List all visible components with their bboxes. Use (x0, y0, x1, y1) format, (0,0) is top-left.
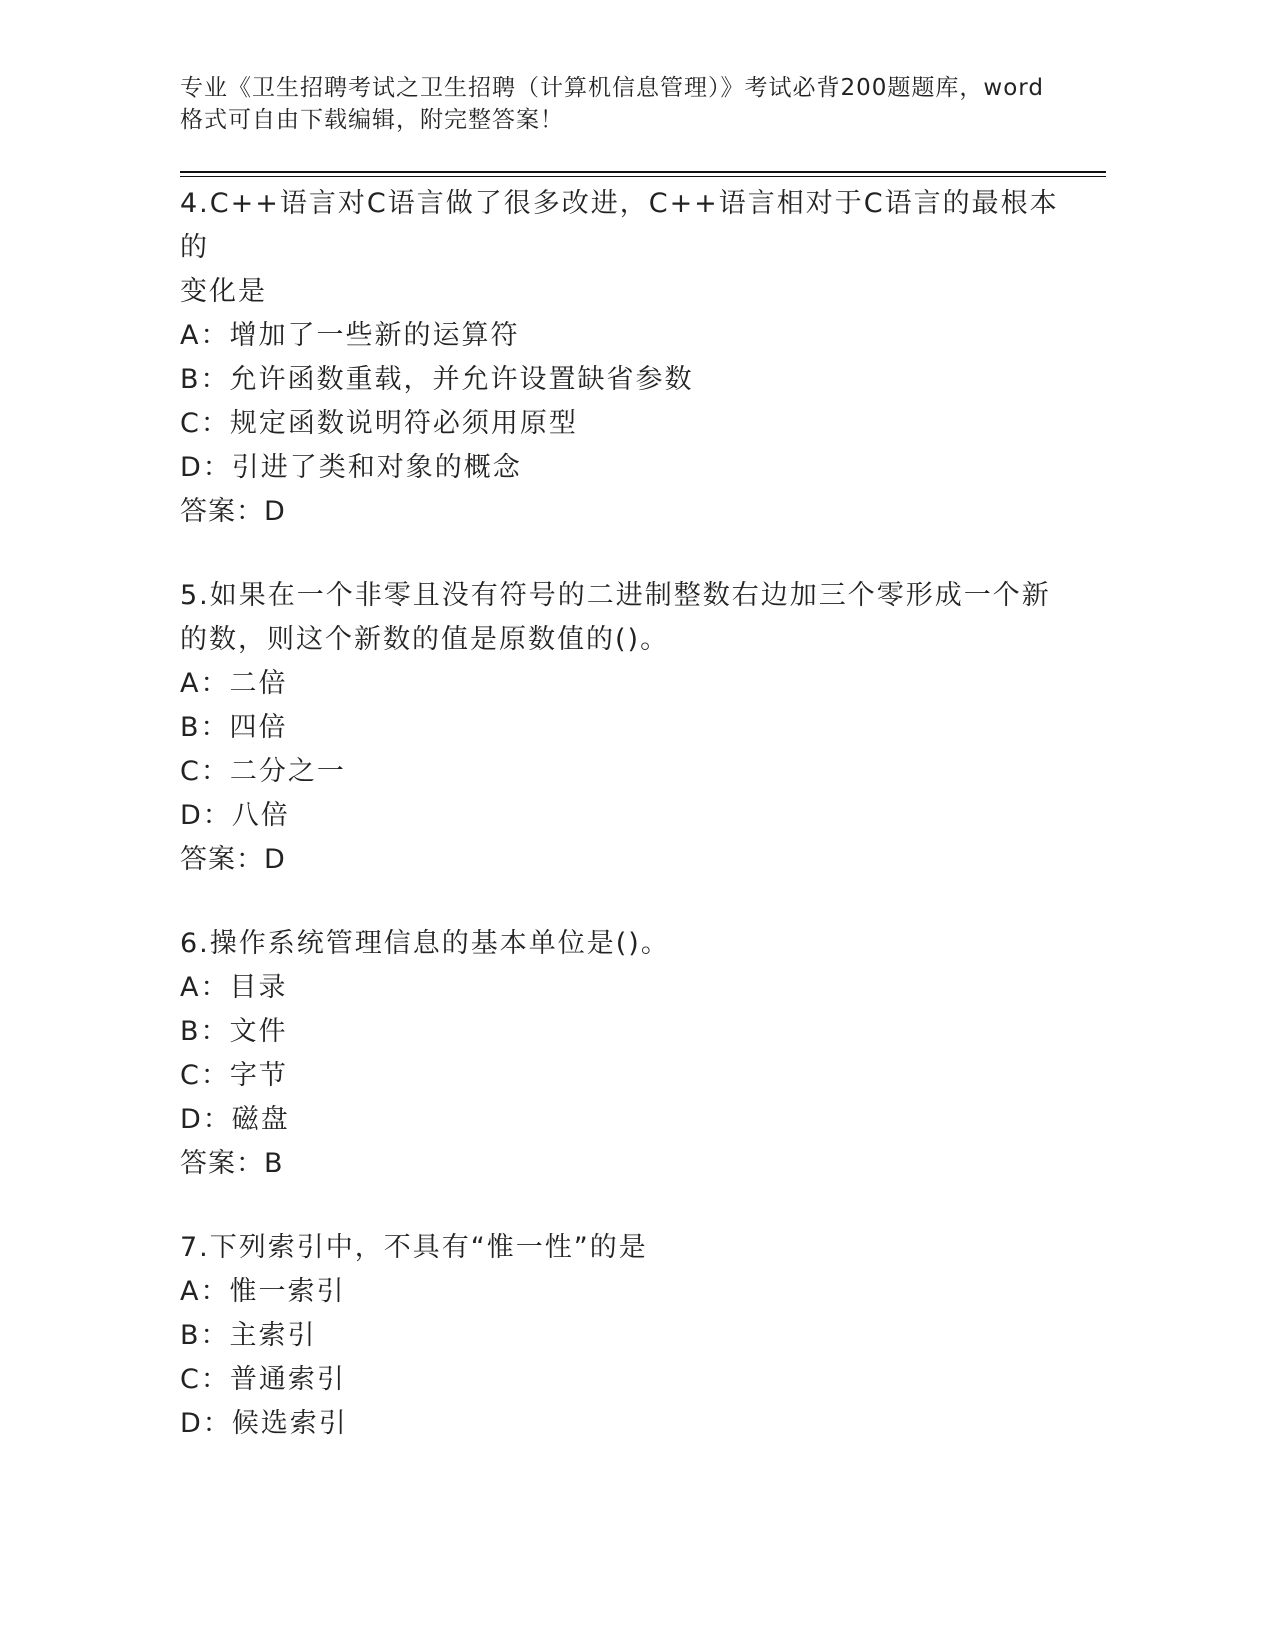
option-b: B：主索引 (180, 1320, 317, 1351)
option-d: D：八倍 (180, 800, 290, 831)
option-b: B：四倍 (180, 712, 288, 743)
option-c: C：普通索引 (180, 1364, 346, 1395)
answer-label: 答案：D (180, 844, 286, 875)
header-line-1: 专业《卫生招聘考试之卫生招聘（计算机信息管理）》考试必背200题题库，word (180, 75, 1044, 101)
question-6 (180, 922, 1060, 1186)
option-c: C：二分之一 (180, 756, 346, 787)
answer-label: 答案：D (180, 496, 286, 527)
question-list (180, 182, 1060, 1486)
header-line-2: 格式可自由下载编辑，附完整答案！ (180, 107, 564, 133)
option-b: B：允许函数重载，并允许设置缺省参数 (180, 364, 694, 395)
option-c: C：字节 (180, 1060, 288, 1091)
question-stem-line: 6.操作系统管理信息的基本单位是()。 (180, 928, 670, 959)
question-7 (180, 1226, 1060, 1446)
question-stem-line: 的数，则这个新数的值是原数值的()。 (180, 624, 670, 655)
option-c: C：规定函数说明符必须用原型 (180, 408, 578, 439)
question-4 (180, 182, 1060, 534)
question-stem-line: 4.C++语言对C语言做了很多改进，C++语言相对于C语言的最根本的 (180, 188, 1059, 263)
question-stem-line: 变化是 (180, 276, 267, 307)
option-a: A：目录 (180, 972, 288, 1003)
option-a: A：增加了一些新的运算符 (180, 320, 520, 351)
option-d: D：候选索引 (180, 1408, 348, 1439)
header-divider-thick (180, 171, 1106, 173)
option-d: D：引进了类和对象的概念 (180, 452, 522, 483)
question-5 (180, 574, 1060, 882)
option-b: B：文件 (180, 1016, 288, 1047)
question-stem-line: 5.如果在一个非零且没有符号的二进制整数右边加三个零形成一个新 (180, 580, 1051, 611)
document-header (180, 72, 1080, 136)
answer-label: 答案：B (180, 1148, 284, 1179)
option-a: A：惟一索引 (180, 1276, 346, 1307)
option-a: A：二倍 (180, 668, 288, 699)
header-divider-thin (180, 176, 1106, 177)
question-stem-line: 7.下列索引中，不具有“惟一性”的是 (180, 1232, 648, 1263)
option-d: D：磁盘 (180, 1104, 290, 1135)
